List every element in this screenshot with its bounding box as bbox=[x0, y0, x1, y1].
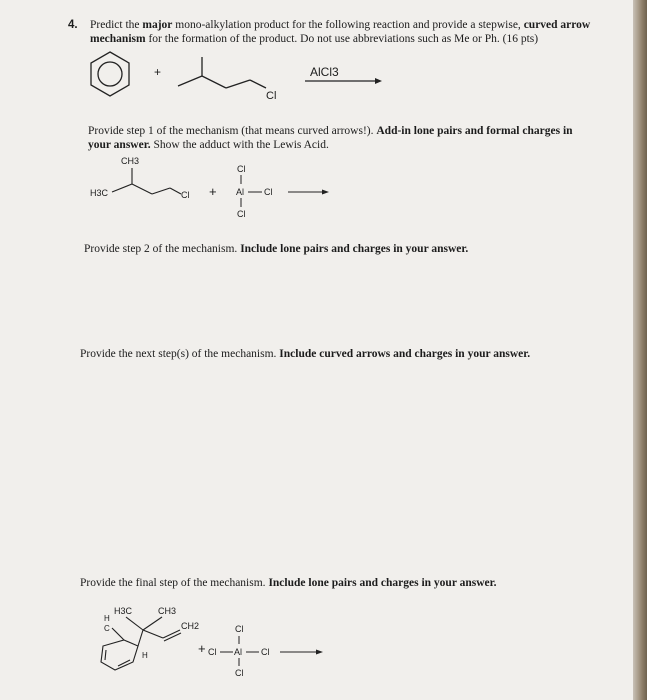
alcl3-al: Al bbox=[236, 187, 245, 197]
step4-h-left: H bbox=[104, 614, 110, 623]
reaction-arrowhead bbox=[375, 78, 382, 84]
question-number: 4. bbox=[68, 19, 78, 31]
prompt-bold-mechanism: curved arrow mechanism bbox=[90, 19, 591, 45]
alkyl-chloride-skeleton bbox=[178, 57, 266, 88]
step3-prompt bbox=[80, 347, 530, 361]
step1-plain: Provide step 1 of the mechanism (that means curved arrows!). bbox=[88, 125, 377, 137]
alcl3-right-cl: Cl bbox=[264, 187, 273, 197]
step4-plain: Provide the final step of the mechanism. bbox=[80, 577, 269, 589]
step1-arrowhead bbox=[322, 190, 329, 195]
chloride-label: Cl bbox=[266, 90, 277, 102]
step4-right-cl: Cl bbox=[261, 647, 270, 657]
step4-h3c: H3C bbox=[114, 606, 133, 616]
step1-ch3: CH3 bbox=[121, 156, 140, 166]
step4-ch3: CH3 bbox=[158, 606, 177, 616]
step4-skeleton bbox=[101, 617, 181, 670]
step1-bold: Add-in lone pairs and formal charges in your answer. bbox=[88, 125, 573, 151]
prompt-bold-major: major bbox=[142, 19, 173, 31]
catalyst-label: AlCl3 bbox=[310, 65, 339, 79]
step4-left-cl: Cl bbox=[208, 647, 217, 657]
step4-arrowhead bbox=[316, 650, 323, 655]
step4-bottom-cl: Cl bbox=[235, 668, 244, 678]
step2-prompt bbox=[84, 242, 468, 256]
step1-scheme bbox=[0, 150, 647, 230]
step4-plus: + bbox=[198, 641, 206, 656]
step4-ch2: CH2 bbox=[181, 621, 200, 631]
benzene-ring bbox=[91, 52, 129, 96]
prompt-part: for the formation of the product. Do not use abbreviations such as Me or Ph. (16 pts) bbox=[145, 33, 539, 45]
step3-plain: Provide the next step(s) of the mechanism. bbox=[80, 348, 280, 360]
step4-h: H bbox=[142, 651, 148, 660]
step4-bold: Include lone pairs and charges in your answer. bbox=[268, 577, 497, 589]
step1-cl: Cl bbox=[181, 190, 190, 200]
step1-prompt bbox=[88, 124, 588, 152]
step1-skeleton bbox=[112, 168, 181, 194]
step1-h3c: H3C bbox=[90, 188, 109, 198]
step2-plain: Provide step 2 of the mechanism. bbox=[84, 243, 241, 255]
step1-tail: Show the adduct with the Lewis Acid. bbox=[150, 139, 329, 151]
step4-al: Al bbox=[234, 647, 243, 657]
step1-plus: + bbox=[209, 184, 217, 199]
step4-prompt bbox=[80, 576, 497, 590]
alcl3-top-cl: Cl bbox=[237, 164, 246, 174]
reaction-scheme bbox=[0, 0, 647, 120]
step4-c: C bbox=[104, 624, 110, 633]
prompt-part: mono-alkylation product for the following reaction and provide a stepwise, bbox=[172, 19, 524, 31]
step2-bold: Include lone pairs and charges in your answer. bbox=[240, 243, 469, 255]
prompt-part: Predict the bbox=[90, 19, 143, 31]
step4-scheme bbox=[0, 600, 647, 700]
step4-top-cl: Cl bbox=[235, 624, 244, 634]
alcl3-bottom-cl: Cl bbox=[237, 209, 246, 219]
reaction-plus: + bbox=[154, 65, 162, 79]
step3-bold: Include curved arrows and charges in your answer. bbox=[279, 348, 531, 360]
